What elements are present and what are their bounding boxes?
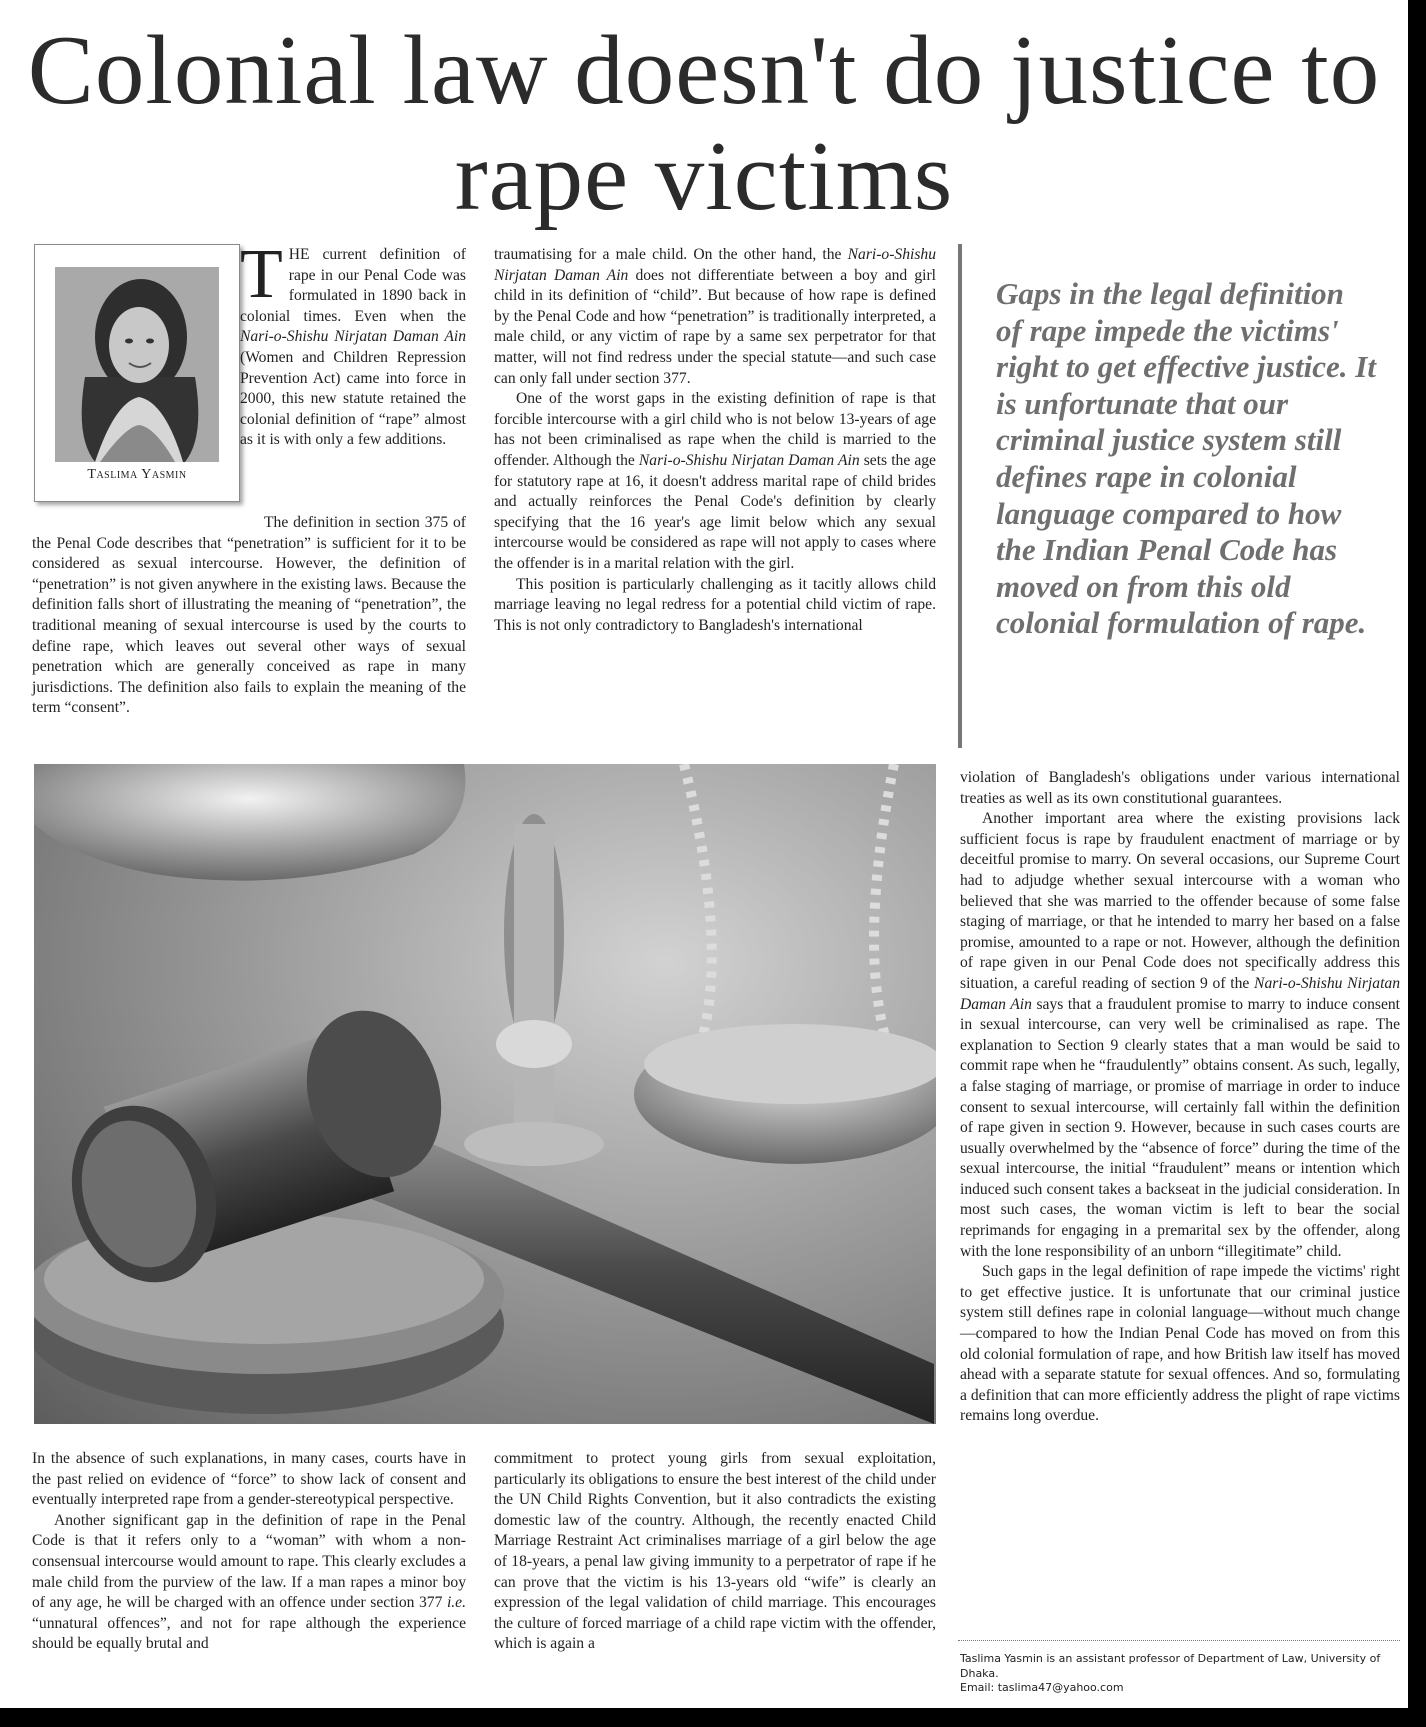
column-1-lower	[32, 513, 466, 719]
bio-email: Email: taslima47@yahoo.com	[960, 1681, 1124, 1694]
body-paragraph: Such gaps in the legal definition of rape impede the victims' right to get effective justice. It is unfortunate that our criminal justice system still defines rape in colonial language—without much change—compared to how the Indian Penal Code has moved on from this old colonial formulation of rape, and how British law itself has moved ahead with a separate statute for sexual offences. And so, formulating a definition that can more efficiently address the plight of rape victims remains long overdue.	[960, 1263, 1400, 1425]
intro-paragraph: THE current definition of rape in our Penal Code was formulated in 1890 back in colonial times. Even when the Nari-o-Shishu Nirjatan Daman Ain (Women and Children Repression Prevention Act) came into force in 2000, this new statute retained the colonial definition of “rape” almost as it is with only a few additions.	[240, 236, 466, 449]
bottom-column-2	[494, 1449, 936, 1655]
gavel-illustration	[34, 764, 936, 1424]
portrait-illustration	[55, 267, 219, 462]
pullquote: Gaps in the legal definition of rape impede the victims' right to get effective justice. It is unfortunate that our criminal justice system still defines rape in colonial language compared to how the Indian Penal Code has moved on from this old colonial formulation of rape.	[996, 276, 1376, 641]
body-paragraph: Another significant gap in the definition of rape in the Penal Code is that it refers only to a “woman” with whom a non-consensual intercourse would amount to rape. This clearly excludes a male child from the purview of the law. If a man rapes a minor boy of any age, he will be charged with an offence under section 377 i.e. “unnatural offences”, and not for rape although the experience should be equally brutal and	[32, 1511, 466, 1653]
body-paragraph: violation of Bangladesh's obligations under various international treaties as well as its own constitutional guarantees.	[960, 769, 1400, 807]
author-photo	[55, 267, 219, 462]
author-name: Taslima Yasmin	[87, 467, 187, 482]
bottom-column-1	[32, 1449, 466, 1655]
drop-cap: T	[240, 236, 283, 313]
body-paragraph: Another important area where the existing provisions lack sufficient focus is rape by fraudulent enactment of marriage or by deceitful promise to marry. On several occasions, our Supreme Court had to adjudge whether sexual intercourse with a woman who believed that she was married to the offender because of some false staging of marriage, or that he intended to marry her based on a false promise, amounted to a rape or not. However, although the definition of rape given in our Penal Code does not specifically address this situation, a careful reading of section 9 of the Nari-o-Shishu Nirjatan Daman Ain says that a fraudulent promise to marry to induce consent in sexual intercourse, can very well be criminalised as rape. The explanation to Section 9 clearly states that a man would be said to commit rape when he “fraudulently” obtains consent. As such, legally, a false staging of marriage, or promise of marriage in order to induce consent to sexual intercourse, will certainly fall within the definition of rape given in section 9. However, because in such cases courts are usually overwhelmed by the “absence of force” during the time of the sexual intercourse, the initial “fraudulent” means or intention which induced such consent takes a backseat in the judicial consideration. In most such cases, the woman victim is left to bear the social reprimands for engaging in a premarital sex by the offender, along with the lone responsibility of an unborn “illegitimate” child.	[960, 810, 1401, 1260]
author-photo-box	[34, 244, 240, 502]
column-1-top	[240, 236, 466, 451]
body-paragraph: The definition in section 375 of the Penal Code describes that “penetration” is sufficient for it to be considered as sexual intercourse. However, the definition of “penetration” is not given anywhere in the existing laws. Because the definition falls short of illustrating the meaning of “penetration”, the traditional meaning of sexual intercourse is used by the courts to define rape, which leaves out several other ways of sexual penetration which are generally conceived as rape in many jurisdictions. The definition also fails to explain the meaning of the term “consent”.	[32, 514, 466, 717]
author-bio	[960, 1652, 1400, 1696]
pullquote-rule	[958, 244, 962, 748]
body-paragraph: One of the worst gaps in the existing definition of rape is that forcible intercourse with a girl child who is not below 13-years of age has not been criminalised as rape when the child is married to the offender. Although the Nari-o-Shishu Nirjatan Daman Ain sets the age for statutory rape at 16, it doesn't address marital rape of child brides and actually reinforces the Penal Code's definition by clearly specifying that the 16 year's age limit below which any sexual intercourse would be considered as rape will not apply to cases where the offender is in a marital relation with the girl.	[494, 390, 936, 572]
bio-divider	[958, 1640, 1400, 1641]
body-paragraph: This position is particularly challenging as it tacitly allows child marriage leaving no legal redress for a potential child victim of rape. This is not only contradictory to Bangladesh's international	[494, 575, 936, 634]
body-paragraph: traumatising for a male child. On the other hand, the Nari-o-Shishu Nirjatan Daman Ain does not differentiate between a boy and girl child in its definition of “child”. But because of how rape is defined by the Penal Code and how “penetration” is traditionally interpreted, a male child, or any victim of rape by a same sex perpetrator for that matter, will not find redress under the special statute—and such case can only fall under section 377.	[494, 246, 936, 387]
gavel-and-scales-image	[34, 764, 936, 1424]
body-paragraph: In the absence of such explanations, in many cases, courts have in the past relied on evidence of “force” to show lack of consent and eventually interpreted rape from a gender-stereotypical perspective.	[32, 1450, 466, 1509]
column-2	[494, 245, 936, 636]
body-paragraph: commitment to protect young girls from sexual exploitation, particularly its obligations to ensure the best interest of the child under the UN Child Rights Convention, but it also contradicts the existing domestic law of the country. Although, the recently enacted Child Marriage Restraint Act criminalises marriage of a girl below the age of 18-years, a penal law giving immunity to a perpetrator of rape if he can prove that the victim is his 13-years old “wife” is clearly an expression of the legal validation of child marriage. This encourages the culture of forced marriage of a child rape victim with the offender, which is again a	[494, 1450, 936, 1653]
column-3	[960, 768, 1400, 1427]
bio-text: Taslima Yasmin is an assistant professor of Department of Law, University of Dhaka.	[960, 1652, 1381, 1680]
headline: Colonial law doesn't do justice to rape victims	[27, 16, 1381, 231]
